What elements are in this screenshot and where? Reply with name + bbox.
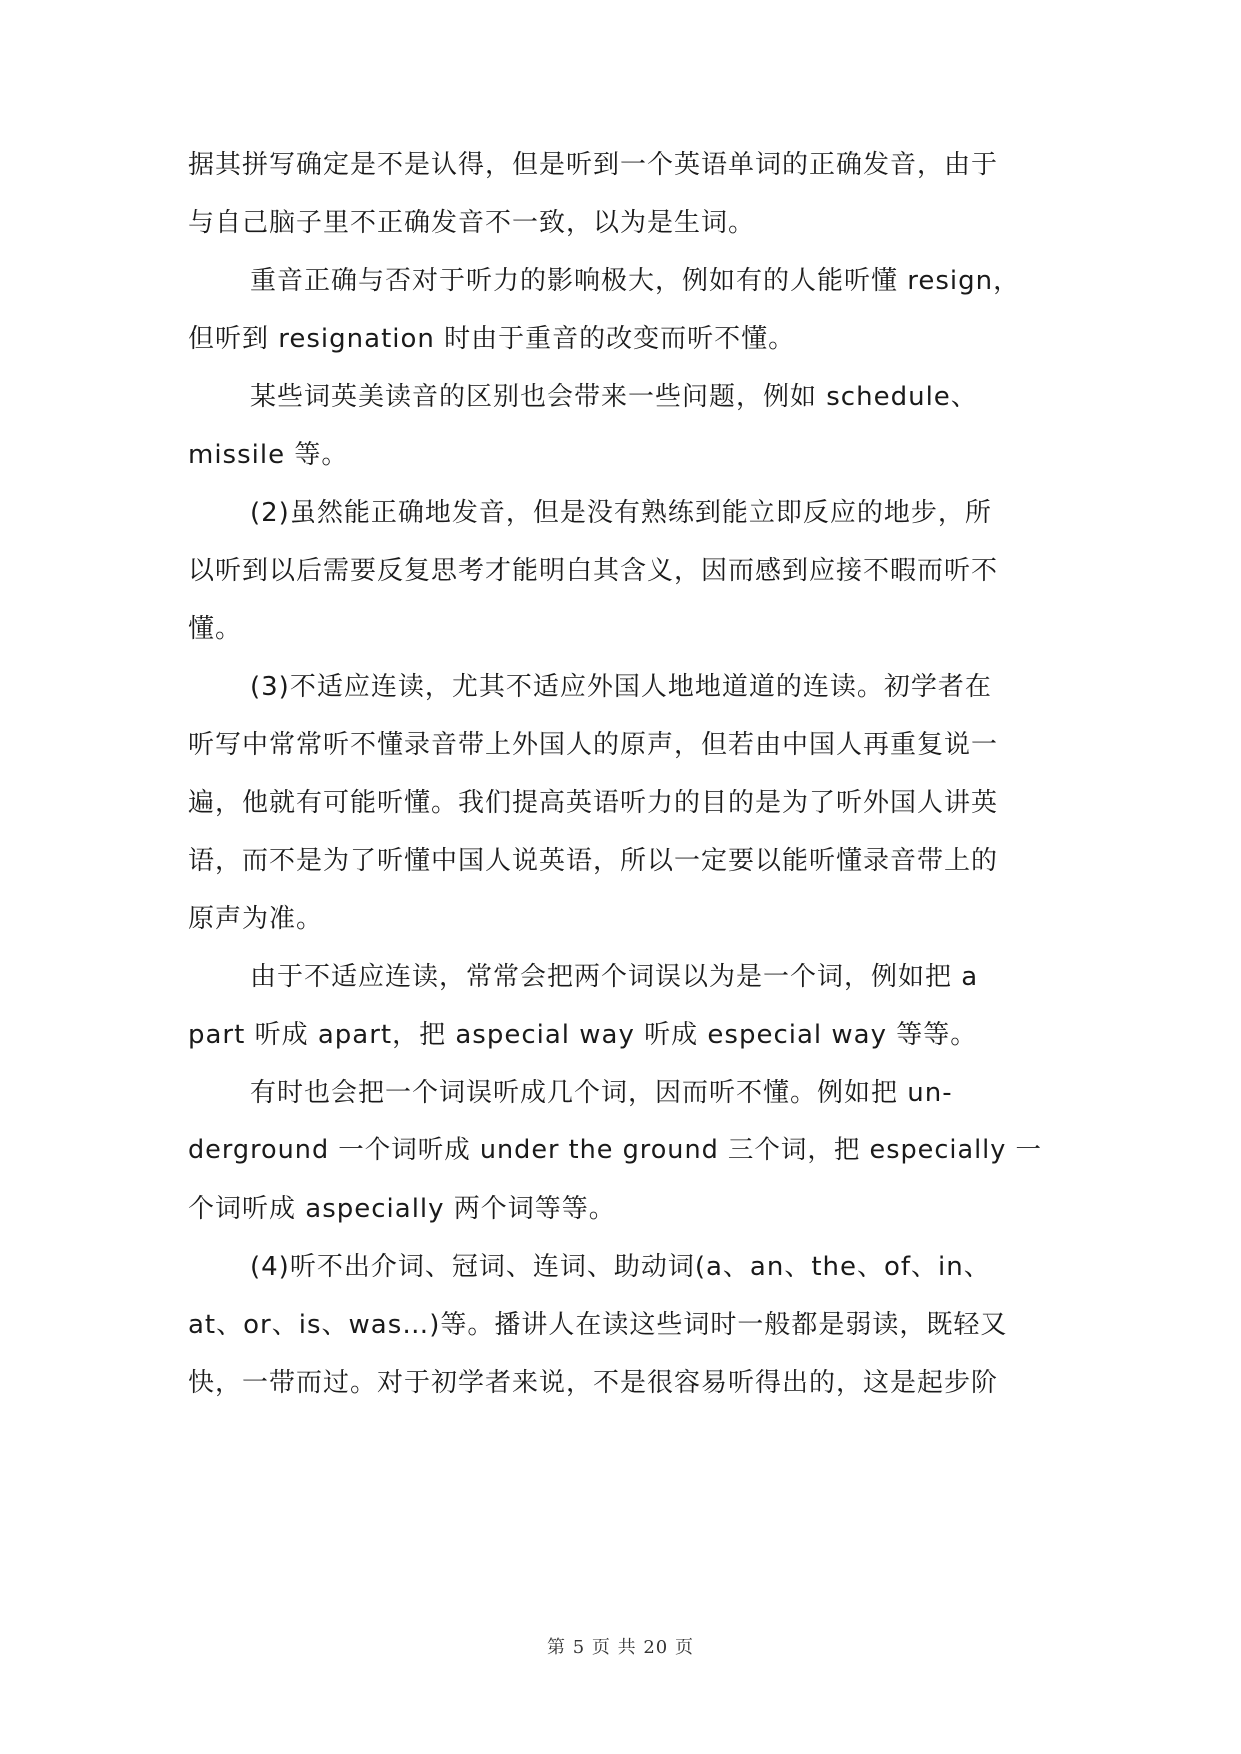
text-line: missile 等。 (188, 440, 349, 470)
text-line: 据其拼写确定是不是认得，但是听到一个英语单词的正确发音，由于 (188, 150, 999, 180)
text-line: 个词听成 aspecially 两个词等等。 (188, 1194, 616, 1224)
text-line: 听写中常常听不懂录音带上外国人的原声，但若由中国人再重复说一 (188, 730, 999, 760)
text-line: 有时也会把一个词误听成几个词，因而听不懂。例如把 un- (250, 1078, 953, 1108)
text-line: 以听到以后需要反复思考才能明白其含义，因而感到应接不暇而听不 (188, 556, 999, 586)
text-line: 快，一带而过。对于初学者来说，不是很容易听得出的，这是起步阶 (188, 1368, 999, 1398)
text-line: 懂。 (188, 614, 243, 644)
text-line: 原声为准。 (188, 904, 324, 934)
text-line: part 听成 apart，把 aspecial way 听成 especial way 等等。 (188, 1020, 978, 1050)
text-line: 但听到 resignation 时由于重音的改变而听不懂。 (188, 324, 796, 354)
text-line: at、or、is、was…)等。播讲人在读这些词时一般都是弱读，既轻又 (188, 1310, 1008, 1340)
text-line: 某些词英美读音的区别也会带来一些问题，例如 schedule、 (250, 382, 978, 412)
text-line: 语，而不是为了听懂中国人说英语，所以一定要以能听懂录音带上的 (188, 846, 999, 876)
page-footer: 第 5 页 共 20 页 (547, 1637, 694, 1658)
text-line: derground 一个词听成 under the ground 三个词，把 especially 一 (188, 1135, 1042, 1165)
text-line: (3)不适应连读，尤其不适应外国人地地道道的连读。初学者在 (250, 672, 992, 702)
text-line: 由于不适应连读，常常会把两个词误以为是一个词，例如把 a (250, 962, 979, 992)
text-line: 与自己脑子里不正确发音不一致，以为是生词。 (188, 208, 756, 238)
text-line: 遍，他就有可能听懂。我们提高英语听力的目的是为了听外国人讲英 (188, 788, 999, 818)
text-line: (4)听不出介词、冠词、连词、助动词(a、an、the、of、in、 (250, 1252, 991, 1282)
text-line: 重音正确与否对于听力的影响极大，例如有的人能听懂 resign， (250, 266, 1021, 296)
text-line: (2)虽然能正确地发音，但是没有熟练到能立即反应的地步，所 (250, 498, 992, 528)
